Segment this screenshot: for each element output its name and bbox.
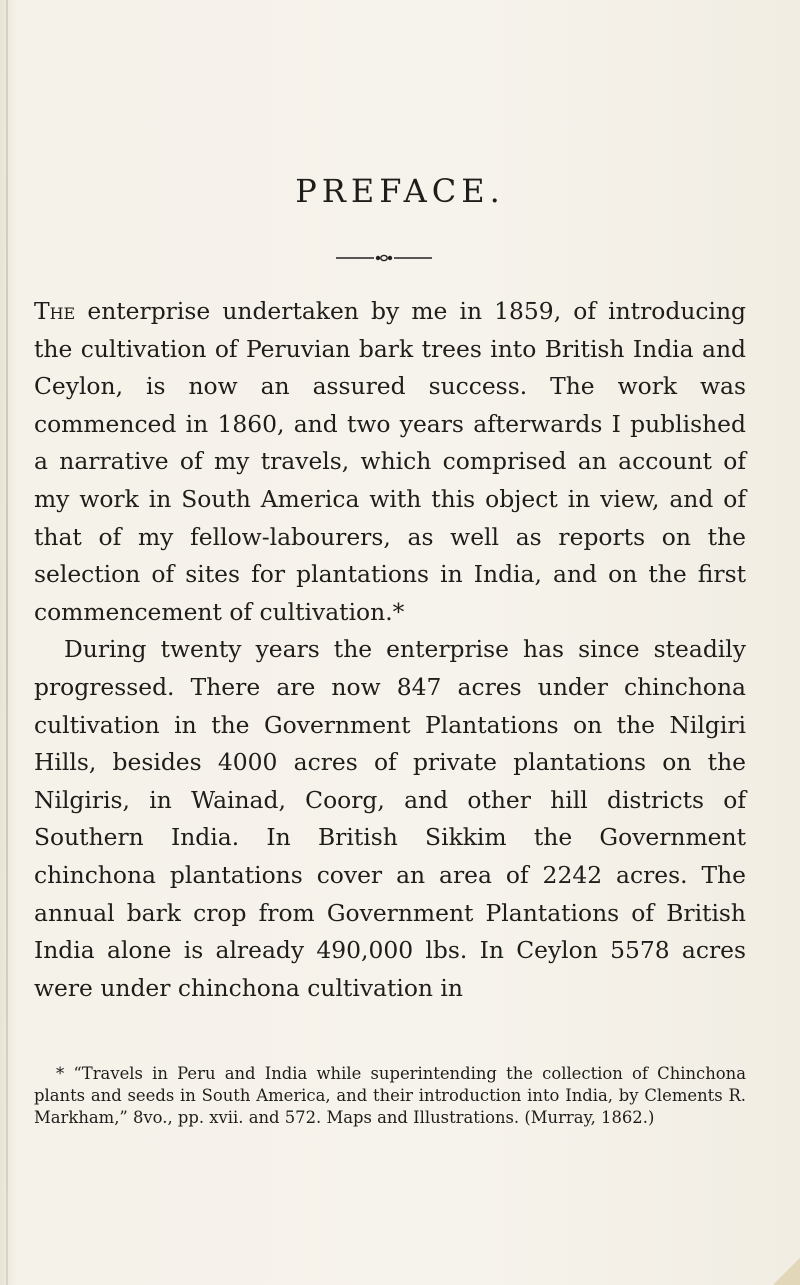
divider-ornament [334, 253, 434, 263]
binding-gutter [6, 0, 8, 1285]
paragraph-lead-word: The [34, 297, 76, 325]
preface-body [34, 293, 746, 1007]
footnote-text: * “Travels in Peru and India while superintending the collection of Chinchona plants and seeds in South America, and their introduction into India, by Clements R. Markham,” 8vo., pp. xvii. and 572. Maps and Illustrations. (Murray, 1862.) [34, 1064, 746, 1127]
footnote [34, 1063, 746, 1129]
paragraph-1-text: enterprise undertaken by me in 1859, of introducing the cultivation of Peruvian bark trees into British India and Ceylon, is now an assured success. The work was commenced in 1860, and two years afterwards I published a narrative of my travels, which comprised an account of my work in South America with this object in view, and of that of my fellow-labourers, as well as reports on the selection of sites for plantations in India, and on the first commencement of cultivation.* [34, 297, 746, 626]
paragraph-1 [34, 293, 746, 631]
page-title: PREFACE. [295, 172, 505, 210]
page-corner-stain [774, 1257, 800, 1285]
paragraph-2: During twenty years the enterprise has since steadily progressed. There are now 847 acres under chinchona cultivation in the Government Plantations on the Nilgiri Hills, besides 4000 acres of private plantations on the Nilgiris, in Wainad, Coorg, and other hill districts of Southern India. In British Sikkim the Government chinchona plantations cover an area of 2242 acres. The annual bark crop from Government Plantations of British India alone is already 490,000 lbs. In Ceylon 5578 acres were under chinchona cultivation in [34, 635, 746, 1002]
